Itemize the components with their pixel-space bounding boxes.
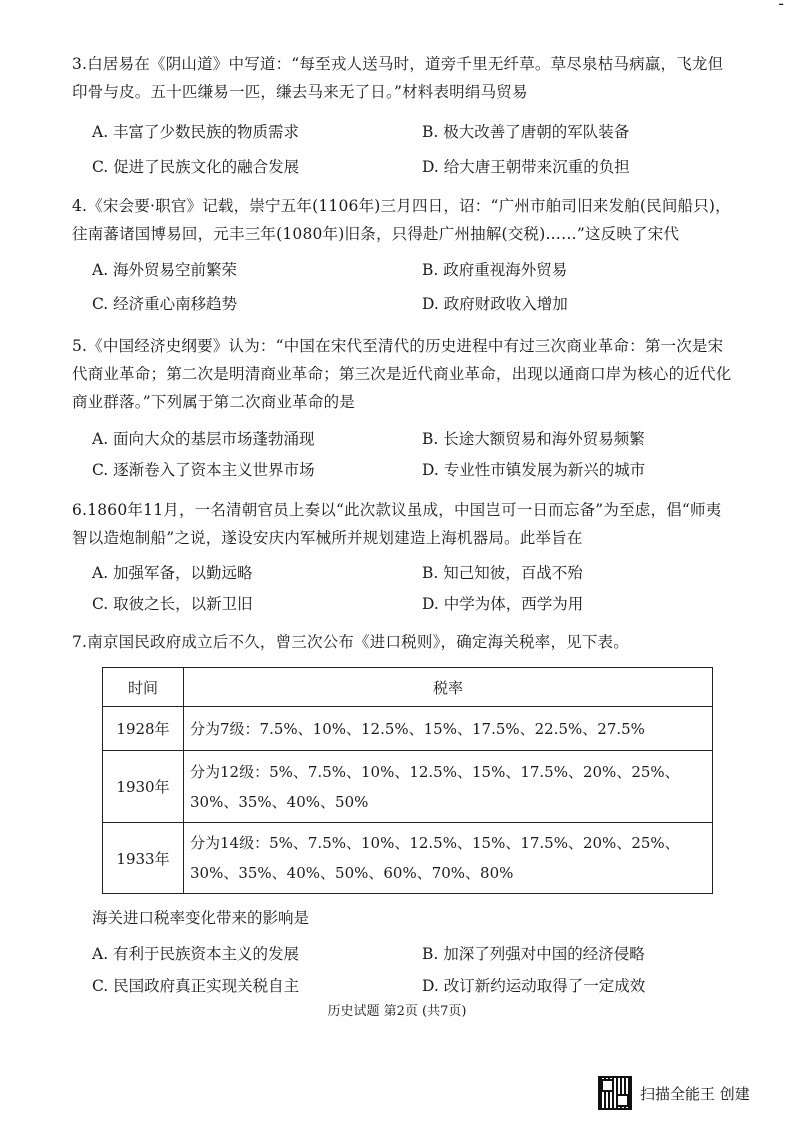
q7-option-b: B. 加深了列强对中国的经济侵略: [422, 945, 645, 963]
question-7: [72, 628, 732, 656]
q5-option-a: A. 面向大众的基层市场蓬勃涌现: [92, 430, 315, 448]
q5-option-b: B. 长途大额贸易和海外贸易频繁: [422, 430, 645, 448]
table-header-time: 时间: [103, 668, 184, 707]
corner-mark: -: [778, 0, 784, 13]
q5-option-d: D. 专业性市镇发展为新兴的城市: [422, 461, 646, 479]
question-3-stem: 3.白居易在《阴山道》中写道：“每至戎人送马时，道旁千里无纤草。草尽泉枯马病羸，飞龙但印骨与皮。五十匹缣易一匹，缣去马来无了日。”材料表明绢马贸易: [72, 55, 724, 101]
q6-option-d: D. 中学为体，西学为用: [422, 595, 584, 613]
q3-option-b: B. 极大改善了唐朝的军队装备: [422, 123, 630, 141]
q6-option-b: B. 知己知彼，百战不殆: [422, 564, 583, 582]
q5-option-c: C. 逐渐卷入了资本主义世界市场: [92, 461, 315, 479]
question-7-stem: 7.南京国民政府成立后不久，曾三次公布《进口税则》，确定海关税率，见下表。: [72, 633, 629, 651]
q3-option-d: D. 给大唐王朝带来沉重的负担: [422, 158, 630, 176]
q4-option-a: A. 海外贸易空前繁荣: [92, 261, 238, 279]
question-4: [72, 192, 732, 248]
q3-option-c: C. 促进了民族文化的融合发展: [92, 158, 300, 176]
q7-option-a: A. 有利于民族资本主义的发展: [92, 945, 300, 963]
scanner-watermark: [598, 1076, 750, 1110]
table-row: [103, 823, 713, 894]
q7-option-d: D. 改订新约运动取得了一定成效: [422, 977, 646, 995]
q6-option-c: C. 取彼之长，以新卫旧: [92, 595, 253, 613]
q4-option-c: C. 经济重心南移趋势: [92, 295, 238, 313]
table-cell-rate: 分为14级：5%、7.5%、10%、12.5%、15%、17.5%、20%、25%、30%、35%、40%、50%、60%、70%、80%: [184, 823, 713, 894]
question-4-stem: 4.《宋会要·职官》记载，崇宁五年(1106年)三月四日，诏：“广州市舶司旧来发舶(民间船只)，往南蕃诸国博易回，元丰三年(1080年)旧条，只得赴广州抽解(交税)……”这反映了宋代: [72, 197, 731, 243]
qr-code-icon: [598, 1076, 632, 1110]
question-5-stem: 5.《中国经济史纲要》认为：“中国在宋代至清代的历史进程中有过三次商业革命：第一次是宋代商业革命；第二次是明清商业革命；第三次是近代商业革命，出现以通商口岸为核心的近代化商业群落。”下列属于第二次商业革命的是: [72, 337, 732, 411]
scanner-label: 扫描全能王 创建: [640, 1084, 750, 1103]
page-footer: 历史试题 第2页 (共7页): [327, 1004, 467, 1019]
q4-option-b: B. 政府重视海外贸易: [422, 261, 568, 279]
q6-option-a: A. 加强军备，以勤远略: [92, 564, 253, 582]
table-header-row: [103, 668, 713, 707]
table-row: [103, 707, 713, 751]
q7-option-c: C. 民国政府真正实现关税自主: [92, 977, 300, 995]
table-cell-rate: 分为7级：7.5%、10%、12.5%、15%、17.5%、22.5%、27.5%: [184, 707, 713, 751]
q4-option-d: D. 政府财政收入增加: [422, 295, 568, 313]
table-row: [103, 751, 713, 823]
question-5: [72, 332, 732, 416]
tariff-table: [102, 667, 713, 894]
question-3: [72, 50, 732, 106]
table-cell-year: 1930年: [103, 751, 184, 823]
table-header-rate: 税率: [184, 668, 713, 707]
table-cell-rate: 分为12级：5%、7.5%、10%、12.5%、15%、17.5%、20%、25%、30%、35%、40%、50%: [184, 751, 713, 823]
table-cell-year: 1933年: [103, 823, 184, 894]
question-7-followup: 海关进口税率变化带来的影响是: [92, 909, 310, 927]
question-6-stem: 6.1860年11月，一名清朝官员上奏以“此次款议虽成，中国岂可一日而忘备”为至虑，倡“师夷智以造炮制船”之说，遂设安庆内军械所并规划建造上海机器局。此举旨在: [72, 501, 722, 547]
question-6: [72, 496, 732, 552]
table-cell-year: 1928年: [103, 707, 184, 751]
q3-option-a: A. 丰富了少数民族的物质需求: [92, 123, 300, 141]
